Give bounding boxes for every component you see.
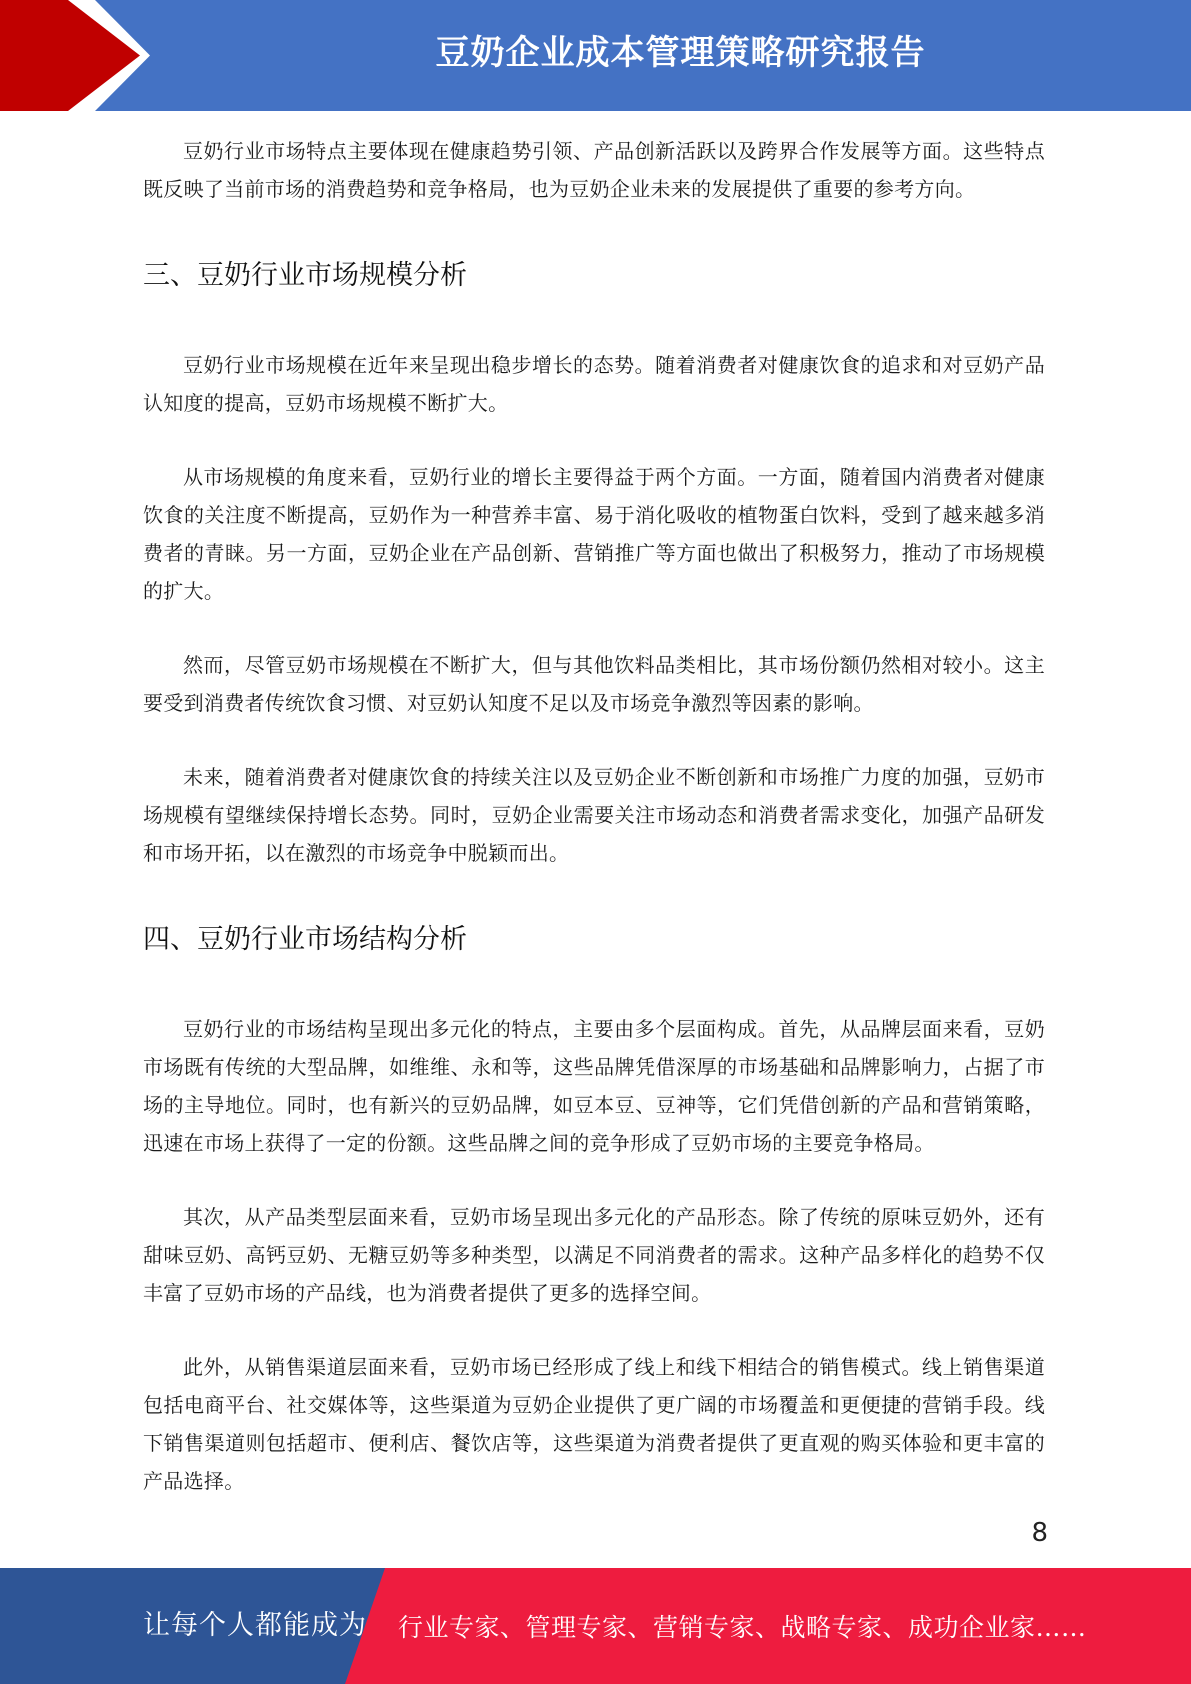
section-heading-4: 四、豆奶行业市场结构分析 bbox=[143, 924, 467, 955]
paragraph: 其次，从产品类型层面来看，豆奶市场呈现出多元化的产品形态。除了传统的原味豆奶外，还有甜味豆奶、高钙豆奶、无糖豆奶等多种类型，以满足不同消费者的需求。这种产品多样化的趋势不仅丰富了豆奶市场的产品线，也为消费者提供了更多的选择空间。 bbox=[143, 1205, 1045, 1305]
section-heading-3: 三、豆奶行业市场规模分析 bbox=[143, 260, 467, 291]
paragraph: 豆奶行业市场规模在近年来呈现出稳步增长的态势。随着消费者对健康饮食的追求和对豆奶产品认知度的提高，豆奶市场规模不断扩大。 bbox=[143, 353, 1045, 415]
footer-slogan-right: 行业专家、管理专家、营销专家、战略专家、成功企业家…… bbox=[398, 1613, 1087, 1642]
paragraph: 然而，尽管豆奶市场规模在不断扩大，但与其他饮料品类相比，其市场份额仍然相对较小。这主要受到消费者传统饮食习惯、对豆奶认知度不足以及市场竞争激烈等因素的影响。 bbox=[143, 653, 1045, 715]
paragraph: 豆奶行业的市场结构呈现出多元化的特点，主要由多个层面构成。首先，从品牌层面来看，豆奶市场既有传统的大型品牌，如维维、永和等，这些品牌凭借深厚的市场基础和品牌影响力，占据了市场的主导地位。同时，也有新兴的豆奶品牌，如豆本豆、豆神等，它们凭借创新的产品和营销策略，迅速在市场上获得了一定的份额。这些品牌之间的竞争形成了豆奶市场的主要竞争格局。 bbox=[143, 1017, 1045, 1155]
intro-paragraph: 豆奶行业市场特点主要体现在健康趋势引领、产品创新活跃以及跨界合作发展等方面。这些特点既反映了当前市场的消费趋势和竞争格局，也为豆奶企业未来的发展提供了重要的参考方向。 bbox=[143, 139, 1045, 201]
page-footer bbox=[0, 1568, 1191, 1684]
paragraph: 从市场规模的角度来看，豆奶行业的增长主要得益于两个方面。一方面，随着国内消费者对健康饮食的关注度不断提高，豆奶作为一种营养丰富、易于消化吸收的植物蛋白饮料，受到了越来越多消费者的青睐。另一方面，豆奶企业在产品创新、营销推广等方面也做出了积极努力，推动了市场规模的扩大。 bbox=[143, 465, 1045, 603]
page-content bbox=[143, 132, 1045, 1500]
page-header bbox=[0, 0, 1191, 111]
paragraph: 未来，随着消费者对健康饮食的持续关注以及豆奶企业不断创新和市场推广力度的加强，豆奶市场规模有望继续保持增长态势。同时，豆奶企业需要关注市场动态和消费者需求变化，加强产品研发和市场开拓，以在激烈的市场竞争中脱颖而出。 bbox=[143, 765, 1045, 865]
paragraph: 此外，从销售渠道层面来看，豆奶市场已经形成了线上和线下相结合的销售模式。线上销售渠道包括电商平台、社交媒体等，这些渠道为豆奶企业提供了更广阔的市场覆盖和更便捷的营销手段。线下销售渠道则包括超市、便利店、餐饮店等，这些渠道为消费者提供了更直观的购买体验和更丰富的产品选择。 bbox=[143, 1355, 1045, 1493]
header-chevron-red-arrow bbox=[0, 0, 140, 111]
page-number: 8 bbox=[1031, 1518, 1048, 1548]
report-title: 豆奶企业成本管理策略研究报告 bbox=[435, 33, 926, 73]
footer-slogan-left: 让每个人都能成为 bbox=[143, 1610, 367, 1641]
